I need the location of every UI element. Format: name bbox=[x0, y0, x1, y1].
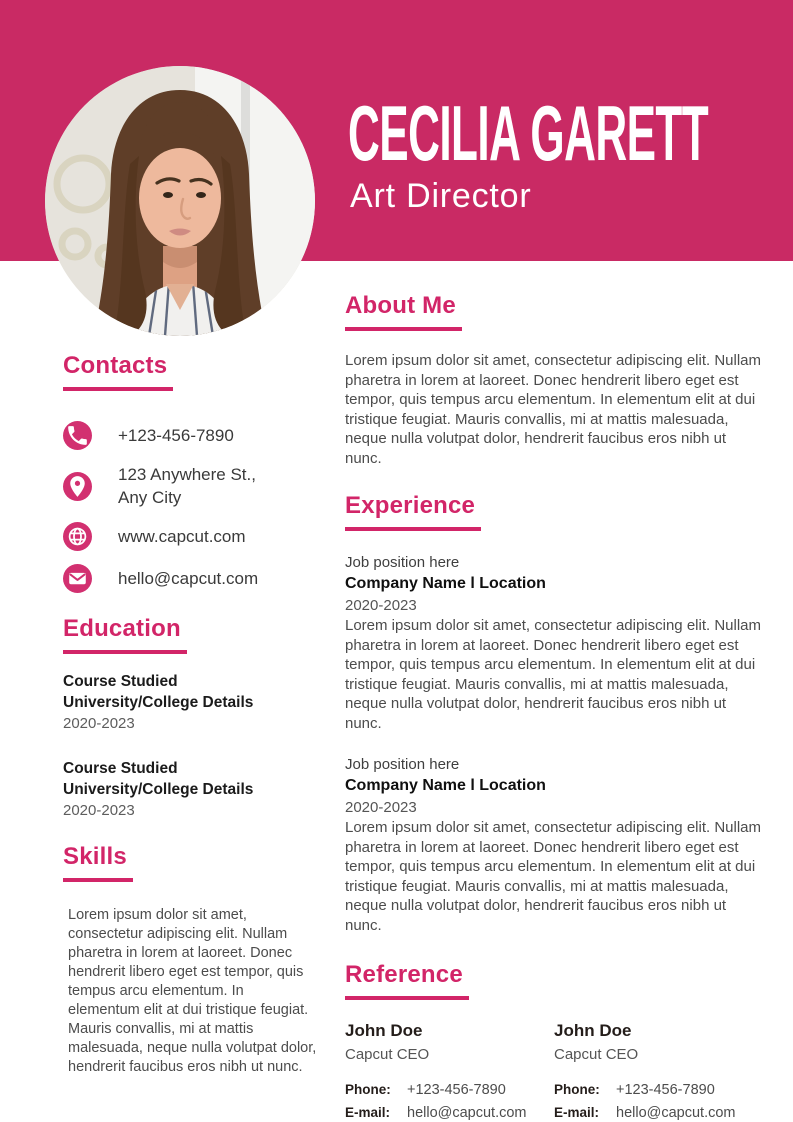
contact-line: Any City bbox=[118, 488, 182, 507]
experience-position: Job position here bbox=[345, 554, 460, 571]
phone-label: Phone: bbox=[554, 1082, 600, 1097]
left-column bbox=[63, 352, 318, 1077]
phone-value: +123-456-7890 bbox=[407, 1082, 506, 1098]
experience-years: 2020-2023 bbox=[345, 799, 417, 816]
reference-phone-row bbox=[345, 1082, 554, 1098]
reference-email-row bbox=[345, 1105, 554, 1121]
about-heading: About Me bbox=[345, 292, 462, 331]
experience-position: Job position here bbox=[345, 756, 460, 773]
reference-heading: Reference bbox=[345, 961, 469, 1000]
contact-email-text bbox=[118, 567, 258, 590]
reference-email-row bbox=[554, 1105, 763, 1121]
email-label: E-mail: bbox=[345, 1105, 391, 1120]
experience-entry bbox=[345, 552, 763, 733]
phone-label: Phone: bbox=[345, 1082, 391, 1097]
experience-company: Company Name l Location bbox=[345, 575, 546, 592]
experience-heading: Experience bbox=[345, 492, 481, 531]
profile-photo bbox=[45, 66, 315, 336]
reference-contact-rows bbox=[345, 1082, 554, 1121]
education-school: University/College Details bbox=[63, 781, 254, 798]
contact-phone-text bbox=[118, 424, 234, 447]
education-section bbox=[63, 615, 318, 821]
education-years: 2020-2023 bbox=[63, 715, 135, 732]
reference-section bbox=[345, 961, 763, 1121]
reference-role: Capcut CEO bbox=[554, 1046, 639, 1063]
experience-description: Lorem ipsum dolor sit amet, consectetur adipiscing elit. Nullam pharetra in lorem at laoreet. Donec hendrerit libero eget est tempor, quis tempus arcu elementum. In elementum elit at dui tristique feugiat. Mauris convallis, mi at mattis malesuada, neque nulla volutpat dolor, hendrerit faucibus eros nibh ut nunc. bbox=[345, 819, 762, 934]
reference-phone-row bbox=[554, 1082, 763, 1098]
email-value: hello@capcut.com bbox=[616, 1105, 736, 1121]
reference-entry bbox=[554, 1020, 763, 1121]
contact-line: www.capcut.com bbox=[118, 527, 246, 546]
reference-name: John Doe bbox=[345, 1021, 423, 1040]
email-label: E-mail: bbox=[554, 1105, 600, 1120]
reference-grid bbox=[345, 1020, 763, 1121]
skills-section bbox=[63, 843, 318, 1077]
contact-item-website bbox=[63, 522, 318, 551]
email-value: hello@capcut.com bbox=[407, 1105, 527, 1121]
experience-entry bbox=[345, 754, 763, 935]
experience-company: Company Name l Location bbox=[345, 777, 546, 794]
education-entry bbox=[63, 758, 318, 821]
contact-line: hello@capcut.com bbox=[118, 569, 259, 588]
contact-item-address bbox=[63, 463, 318, 509]
education-course: Course Studied bbox=[63, 673, 178, 690]
education-years: 2020-2023 bbox=[63, 802, 135, 819]
phone-icon bbox=[63, 421, 92, 450]
contacts-heading: Contacts bbox=[63, 352, 173, 391]
contact-item-email bbox=[63, 564, 318, 593]
reference-contact-rows bbox=[554, 1082, 763, 1121]
person-name: CECILIA GARETT bbox=[348, 89, 709, 177]
about-text: Lorem ipsum dolor sit amet, consectetur adipiscing elit. Nullam pharetra in lorem at laoreet. Donec hendrerit libero eget est tempor, quis tempus arcu elementum. In elementum elit at dui tristique feugiat. Mauris convallis, mi at mattis malesuada, neque nulla volutpat dolor, hendrerit faucibus eros nibh ut nunc. bbox=[345, 352, 762, 467]
contact-list bbox=[63, 421, 318, 593]
education-heading: Education bbox=[63, 615, 187, 654]
contact-line: 123 Anywhere St., bbox=[118, 465, 256, 484]
experience-years: 2020-2023 bbox=[345, 597, 417, 614]
profile-photo-illustration bbox=[45, 66, 315, 336]
reference-entry bbox=[345, 1020, 554, 1121]
contact-address-text bbox=[118, 463, 256, 509]
email-icon bbox=[63, 564, 92, 593]
skills-text: Lorem ipsum dolor sit amet, consectetur adipiscing elit. Nullam pharetra in lorem at laoreet. Donec hendrerit libero eget est tempor, quis tempus arcu elementum. In elementum elit at dui tristique feugiat. Mauris convallis, mi at mattis malesuada, neque nulla volutpat dolor, hendrerit faucibus eros nibh ut nunc. bbox=[68, 907, 317, 1075]
person-job-title: Art Director bbox=[350, 177, 532, 215]
contact-item-phone bbox=[63, 421, 318, 450]
education-entry bbox=[63, 671, 318, 734]
education-school: University/College Details bbox=[63, 694, 254, 711]
experience-section bbox=[345, 492, 763, 935]
right-column bbox=[345, 292, 763, 1121]
location-icon bbox=[63, 472, 92, 501]
contact-website-text bbox=[118, 525, 246, 548]
education-course: Course Studied bbox=[63, 760, 178, 777]
skills-heading: Skills bbox=[63, 843, 133, 882]
contact-line: +123-456-7890 bbox=[118, 426, 234, 445]
experience-description: Lorem ipsum dolor sit amet, consectetur adipiscing elit. Nullam pharetra in lorem at laoreet. Donec hendrerit libero eget est tempor, quis tempus arcu elementum. In elementum elit at dui tristique feugiat. Mauris convallis, mi at mattis malesuada, neque nulla volutpat dolor, hendrerit faucibus eros nibh ut nunc. bbox=[345, 617, 762, 732]
phone-value: +123-456-7890 bbox=[616, 1082, 715, 1098]
reference-role: Capcut CEO bbox=[345, 1046, 430, 1063]
globe-icon bbox=[63, 522, 92, 551]
reference-name: John Doe bbox=[554, 1021, 632, 1040]
